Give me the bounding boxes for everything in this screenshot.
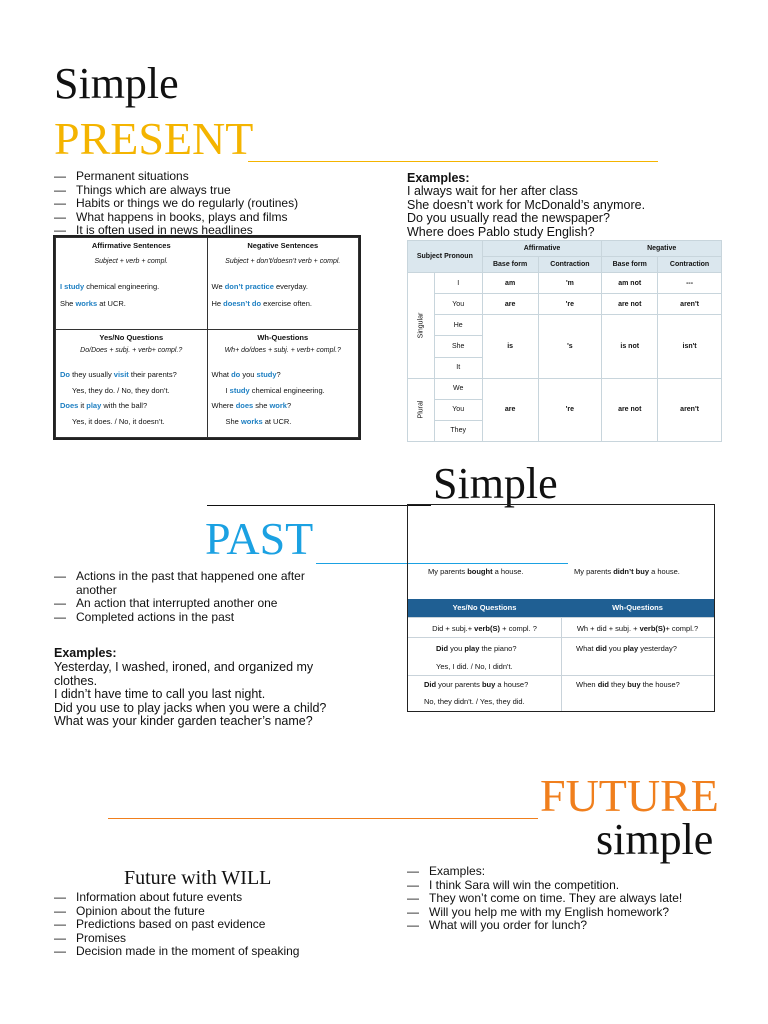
subject-pronoun-header: Subject Pronoun xyxy=(408,241,483,273)
list-item: — Opinion about the future xyxy=(54,905,354,919)
present-examples xyxy=(407,172,645,239)
wh-example: What do you study? xyxy=(211,370,281,379)
singular-label: Singular xyxy=(408,273,435,378)
list-item: — What happens in books, plays and films xyxy=(54,211,374,225)
list-item: — Examples: xyxy=(407,865,747,879)
present-title: PRESENT xyxy=(54,113,254,164)
example-line: What was your kinder garden teacher’s name? xyxy=(54,714,313,729)
example-line: She doesn’t work for McDonald’s anymore. xyxy=(407,197,646,212)
pronoun-cell: She xyxy=(434,336,482,357)
yes-no-example: Does it play with the ball? xyxy=(60,401,148,410)
future-title: FUTURE xyxy=(540,770,719,821)
example-line: clothes. xyxy=(54,673,98,688)
negative-example: We don’t practice everyday. xyxy=(211,282,308,291)
past-title-simple: Simple xyxy=(433,459,558,508)
list-item: — What will you order for lunch? xyxy=(407,919,747,933)
example-line: Where does Pablo study English? xyxy=(407,224,595,239)
wh-formula: Wh+ do/does + subj. + verb+ compl.? xyxy=(224,347,341,354)
list-item: — Actions in the past that happened one after another xyxy=(54,570,339,597)
wh-header: Wh-Questions xyxy=(612,603,663,612)
past-uses-list xyxy=(54,570,339,624)
table-cell: isn't xyxy=(658,315,722,378)
list-item: — I think Sara will win the competition. xyxy=(407,879,747,893)
list-item: — Permanent situations xyxy=(54,170,374,184)
table-cell: 're xyxy=(538,294,602,315)
negative-header: Negative Sentences xyxy=(247,241,319,250)
yes-no-header: Yes/No Questions xyxy=(99,333,164,342)
negative-example: He doesn’t do exercise often. xyxy=(211,299,312,308)
wh-header: Wh-Questions xyxy=(257,333,309,342)
pronoun-cell: We xyxy=(434,378,482,399)
list-item: — Habits or things we do regularly (routines) xyxy=(54,197,374,211)
yes-no-formula: Did + subj.+ verb(S) + compl. ? xyxy=(432,624,537,633)
past-examples xyxy=(54,647,326,728)
base-form-header: Base form xyxy=(482,257,538,273)
yes-no-example: Do they usually visit their parents? xyxy=(60,370,177,379)
list-item: — Will you help me with my English homework? xyxy=(407,906,747,920)
pronoun-cell: You xyxy=(434,294,482,315)
affirmative-header: Affirmative Sentences xyxy=(91,241,171,250)
wh-example: What did you play yesterday? xyxy=(576,644,677,653)
future-title-simple: simple xyxy=(596,815,714,864)
past-grammar-box xyxy=(407,504,715,712)
past-title-underline-black xyxy=(207,505,431,506)
future-will-heading: Future with WILL xyxy=(124,867,272,889)
yes-no-answer: Yes, I did. / No, I didn't. xyxy=(436,662,513,671)
table-cell: are not xyxy=(602,378,658,441)
present-title-underline xyxy=(248,161,658,162)
examples-label: Examples: xyxy=(54,646,117,660)
pronoun-cell: They xyxy=(434,420,482,441)
contraction-header: Contraction xyxy=(658,257,722,273)
table-cell: 'm xyxy=(538,273,602,294)
yes-no-formula: Do/Does + subj. + verb+ compl.? xyxy=(80,347,183,354)
yes-no-example: Did your parents buy a house? xyxy=(424,680,529,689)
base-form-header: Base form xyxy=(602,257,658,273)
list-item: — An action that interrupted another one xyxy=(54,597,339,611)
affirmative-example: She works at UCR. xyxy=(60,299,126,308)
example-line: Do you usually read the newspaper? xyxy=(407,211,610,226)
affirmative-formula: Subject + verb + compl. xyxy=(94,258,169,265)
yes-no-answer: Yes, they do. / No, they don’t. xyxy=(72,386,170,395)
table-cell: am xyxy=(482,273,538,294)
table-cell: is not xyxy=(602,315,658,378)
wh-example: Where does she work? xyxy=(211,401,292,410)
past-title: PAST xyxy=(205,513,314,564)
example-line: I always wait for her after class xyxy=(407,184,578,199)
past-question-header-row xyxy=(408,599,714,617)
present-title-simple: Simple xyxy=(54,59,179,108)
to-be-pronoun-table xyxy=(407,240,722,442)
table-cell: are not xyxy=(602,294,658,315)
yes-no-example: Did you play the piano? xyxy=(436,644,517,653)
list-item: — They won’t come on time. They are always late! xyxy=(407,892,747,906)
list-item: — Predictions based on past evidence xyxy=(54,918,354,932)
table-cell: is xyxy=(482,315,538,378)
table-cell: am not xyxy=(602,273,658,294)
wh-answer: I study chemical engineering. xyxy=(225,386,325,395)
yes-no-answer: Yes, it does. / No, it doesn’t. xyxy=(72,417,165,426)
list-item: — Things which are always true xyxy=(54,184,374,198)
yes-no-answer: No, they didn't. / Yes, they did. xyxy=(424,697,525,706)
table-cell: aren't xyxy=(658,294,722,315)
wh-answer: She works at UCR. xyxy=(225,417,292,426)
future-uses-list xyxy=(54,891,354,959)
table-cell: are xyxy=(482,378,538,441)
list-item: — It is often used in news headlines xyxy=(54,224,374,238)
list-item: — Promises xyxy=(54,932,354,946)
wh-formula: Wh + did + subj. + verb(S)+ compl.? xyxy=(576,624,699,633)
present-uses-list xyxy=(54,170,374,238)
table-cell: 're xyxy=(538,378,602,441)
affirmative-example: My parents bought a house. xyxy=(428,567,524,576)
wh-example: When did they buy the house? xyxy=(576,680,680,689)
list-item: — Decision made in the moment of speaking xyxy=(54,945,354,959)
example-line: I didn’t have time to call you last night. xyxy=(54,687,266,702)
table-cell: --- xyxy=(658,273,722,294)
list-item: — Completed actions in the past xyxy=(54,611,339,625)
pronoun-cell: He xyxy=(434,315,482,336)
example-line: Did you use to play jacks when you were a child? xyxy=(54,700,327,715)
negative-example: My parents didn’t buy a house. xyxy=(574,567,680,576)
list-item: — Information about future events xyxy=(54,891,354,905)
plural-label: Plural xyxy=(408,378,435,441)
pronoun-cell: You xyxy=(434,399,482,420)
examples-label: Examples: xyxy=(407,171,470,185)
pronoun-cell: I xyxy=(434,273,482,294)
future-examples-list xyxy=(407,865,747,933)
negative-header: Negative xyxy=(602,241,722,257)
contraction-header: Contraction xyxy=(538,257,602,273)
pronoun-cell: It xyxy=(434,357,482,378)
future-title-underline xyxy=(108,818,538,819)
present-grammar-box xyxy=(53,235,361,440)
negative-formula: Subject + don’t/doesn’t verb + compl. xyxy=(225,258,341,265)
table-cell: 's xyxy=(538,315,602,378)
yes-no-header: Yes/No Questions xyxy=(452,603,517,612)
example-line: Yesterday, I washed, ironed, and organized my xyxy=(54,660,314,675)
affirmative-example: I study chemical engineering. xyxy=(60,282,160,291)
table-cell: are xyxy=(482,294,538,315)
table-cell: aren't xyxy=(658,378,722,441)
affirmative-header: Affirmative xyxy=(482,241,602,257)
